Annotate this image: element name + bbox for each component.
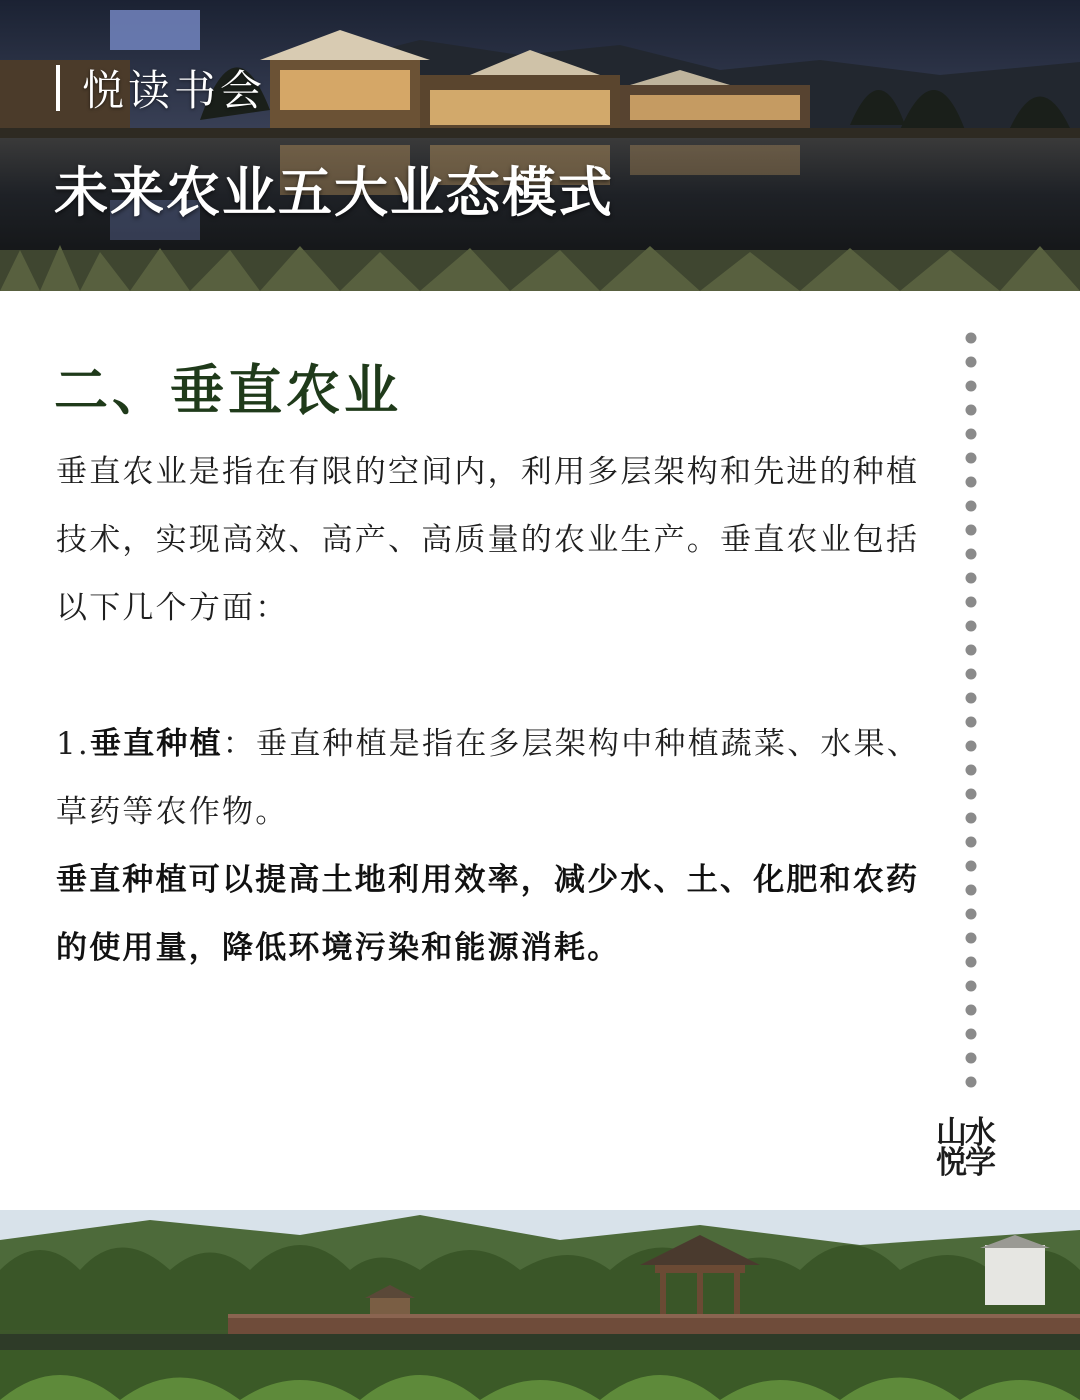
page-title: 未来农业五大业态模式 bbox=[54, 160, 614, 224]
item-1-colon: ： bbox=[222, 726, 256, 762]
divider-dot bbox=[966, 1053, 977, 1064]
paragraph-spacer bbox=[56, 642, 928, 710]
intro-paragraph: 垂直农业是指在有限的空间内，利用多层架构和先进的种植技术，实现高效、高产、高质量的农业生产。垂直农业包括以下几个方面： bbox=[56, 454, 920, 626]
divider-dot bbox=[966, 669, 977, 680]
divider-dot bbox=[966, 981, 977, 992]
divider-dot bbox=[966, 765, 977, 776]
divider-dot bbox=[966, 477, 977, 488]
article-body bbox=[56, 438, 928, 982]
pond-pavilion-illustration bbox=[0, 1210, 1080, 1400]
divider-dot bbox=[966, 885, 977, 896]
divider-dot bbox=[966, 1005, 977, 1016]
divider-dot bbox=[966, 861, 977, 872]
item-1-term: 垂直种植 bbox=[89, 726, 223, 762]
brand-logo-line-2: 悦学 bbox=[936, 1145, 994, 1181]
divider-dot bbox=[966, 1029, 977, 1040]
divider-dot bbox=[966, 333, 977, 344]
divider-dot bbox=[966, 837, 977, 848]
divider-dot bbox=[966, 549, 977, 560]
brand-logo-line-1: 山水 bbox=[936, 1115, 994, 1151]
series-name: 悦读书会 bbox=[82, 66, 267, 115]
divider-dot bbox=[966, 957, 977, 968]
item-1-paragraph bbox=[56, 710, 928, 846]
divider-dot bbox=[966, 909, 977, 920]
divider-dot bbox=[966, 453, 977, 464]
divider-dot bbox=[966, 429, 977, 440]
divider-dot bbox=[966, 693, 977, 704]
header-banner-photo bbox=[0, 0, 1080, 291]
item-1-description: 垂直种植是指在多层架构中种植蔬菜、水果、草药等农作物。 bbox=[56, 726, 920, 830]
divider-dot bbox=[966, 933, 977, 944]
emphasis-paragraph bbox=[56, 846, 928, 982]
series-divider-bar bbox=[56, 65, 60, 111]
divider-dot bbox=[966, 645, 977, 656]
divider-dot bbox=[966, 1077, 977, 1088]
item-1-number: 1. bbox=[56, 726, 90, 762]
section-heading: 二、垂直农业 bbox=[54, 358, 402, 422]
dotted-divider bbox=[964, 330, 978, 1090]
night-resort-illustration bbox=[0, 0, 1080, 291]
series-tag bbox=[56, 58, 266, 118]
divider-dot bbox=[966, 813, 977, 824]
brand-logo bbox=[936, 1115, 1014, 1181]
divider-dot bbox=[966, 597, 977, 608]
divider-dot bbox=[966, 741, 977, 752]
divider-dot bbox=[966, 381, 977, 392]
divider-dot bbox=[966, 573, 977, 584]
divider-dot bbox=[966, 717, 977, 728]
divider-dot bbox=[966, 789, 977, 800]
divider-dot bbox=[966, 621, 977, 632]
divider-dot bbox=[966, 501, 977, 512]
divider-dot bbox=[966, 405, 977, 416]
emphasis-text: 垂直种植可以提高土地利用效率，减少水、土、化肥和农药的使用量，降低环境污染和能源消耗。 bbox=[56, 862, 920, 966]
divider-dot bbox=[966, 525, 977, 536]
divider-dot bbox=[966, 357, 977, 368]
footer-landscape-photo bbox=[0, 1210, 1080, 1400]
